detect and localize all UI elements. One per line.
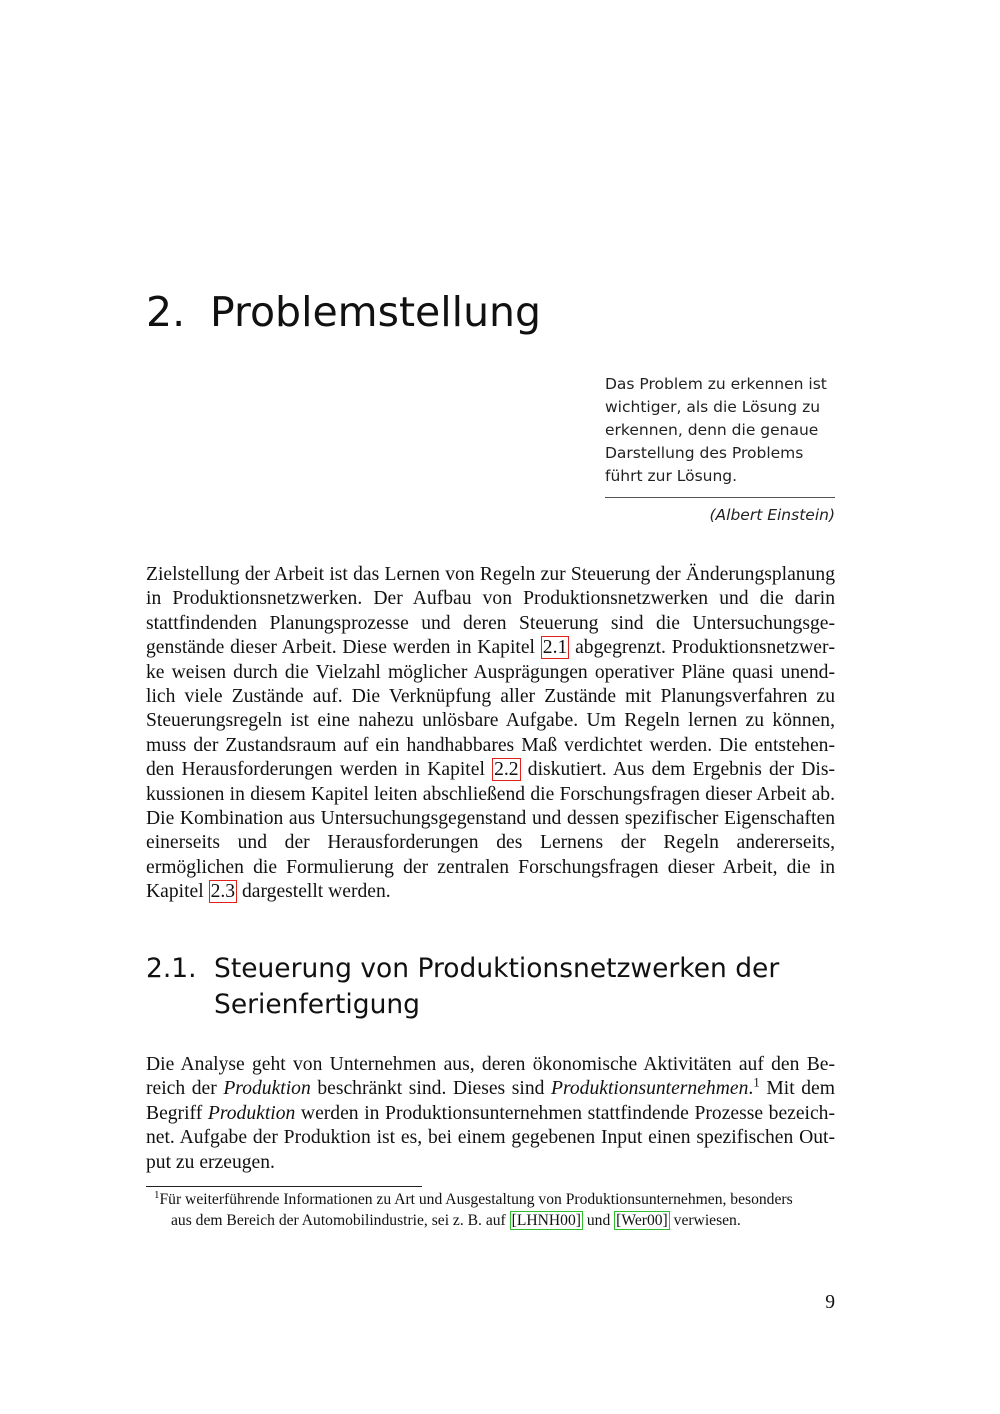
footnote-number: 1 (154, 1188, 160, 1201)
chapter-title (146, 286, 541, 338)
intro-text: Zielstellung der Arbeit ist das Lernen von Regeln zur Steuerung der Änderungsplanung in Produktionsnetzwerken. Der Aufbau von Produktionsnetzwerken und die darin stattfindenden Planungsprozesse und deren Steuerung sind die Untersuchungsgegenstände dieser Arbeit. Diese werden in Kapitel (146, 564, 835, 659)
chapter-ref-2-3-link[interactable]: 2.3 (210, 881, 236, 903)
epigraph-line: Das Problem zu erkennen ist (605, 375, 827, 393)
epigraph-line: führt zur Lösung. (605, 467, 738, 485)
footnote (154, 1189, 835, 1231)
chapter-number: 2. (146, 288, 186, 336)
section-paragraph (146, 1053, 835, 1175)
citation-lhnh00-link[interactable]: [LHNH00] (511, 1212, 581, 1229)
footnote-text: aus dem Bereich der Automobilindustrie, sei z. B. auf (171, 1212, 506, 1229)
chapter-ref-2-1-link[interactable]: 2.1 (542, 637, 568, 659)
paragraph-text: Mit dem Begriff (146, 1078, 835, 1124)
footnote-line-2 (154, 1210, 835, 1231)
chapter-ref-2-2-link[interactable]: 2.2 (494, 759, 519, 781)
paragraph-text: werden in Produktionsunternehmen stattfindende Prozesse bezeichnet. Aufgabe der Produktion ist es, bei einem gegebenen Input einen spezifischen Output zu erzeugen. (146, 1102, 836, 1173)
epigraph-rule (605, 497, 835, 498)
intro-text: diskutiert. Aus dem Ergebnis der Diskussionen in diesem Kapitel leiten abschließend die Forschungsfragen dieser Arbeit ab. Die Kombination aus Untersuchungsgegenstand und dessen spezifischer Eigenschaften einerseits und der Herausforderungen des Lernens der Regeln andererseits, ermöglichen die Formulierung der zentralen Forschungsfragen dieser Arbeit, die in Kapitel (146, 759, 835, 903)
paragraph-text: Die Analyse geht von Unternehmen aus, deren ökonomische Aktivitäten auf den Bereich der (146, 1054, 835, 1100)
intro-paragraph (146, 563, 835, 905)
section-title-text: Steuerung von Produktionsnetzwerken der Serienfertigung (214, 953, 780, 1020)
emphasis-term: Produktion (207, 1102, 296, 1124)
intro-text: abgegrenzt. Produktionsnetzwerke weisen durch die Vielzahl möglicher Ausprägungen operativer Pläne quasi unendlich viele Zustände auf. Die Verknüpfung aller Zustände mit Planungsverfahren zu Steuerungsregeln ist eine nahezu unlösbare Aufgabe. Um Regeln lernen zu können, muss der Zustandsraum auf ein handhabbares Maß verdichtet werden. Die entstehenden Herausforderungen werden in Kapitel (146, 637, 836, 781)
footnote-rule (146, 1186, 422, 1187)
epigraph-author: (Albert Einstein) (709, 506, 835, 524)
paragraph-text: beschränkt sind. Dieses sind (317, 1078, 545, 1100)
epigraph (605, 373, 835, 527)
footnote-marker-link[interactable]: 1 (753, 1074, 760, 1090)
chapter-title-text: Problemstellung (210, 288, 542, 336)
section-number: 2.1. (146, 953, 197, 984)
epigraph-line: erkennen, denn die genaue (605, 421, 819, 439)
page-number: 9 (825, 1292, 835, 1313)
section-title (146, 951, 846, 1023)
emphasis-term: Produktion (223, 1078, 311, 1100)
citation-wer00-link[interactable]: [Wer00] (616, 1212, 668, 1229)
paragraph-text: . (748, 1078, 754, 1100)
footnote-text: verwiesen. (673, 1212, 741, 1229)
footnote-text: und (586, 1212, 611, 1229)
footnote-text: Für weiterführende Informationen zu Art und Ausgestaltung von Produktionsunternehmen, besonders (159, 1191, 793, 1208)
intro-text: dargestellt werden. (241, 881, 391, 903)
emphasis-term: Produktionsunternehmen (551, 1078, 749, 1100)
epigraph-line: Darstellung des Problems (605, 444, 804, 462)
epigraph-line: wichtiger, als die Lösung zu (605, 398, 821, 416)
footnote-line-1 (154, 1189, 835, 1210)
